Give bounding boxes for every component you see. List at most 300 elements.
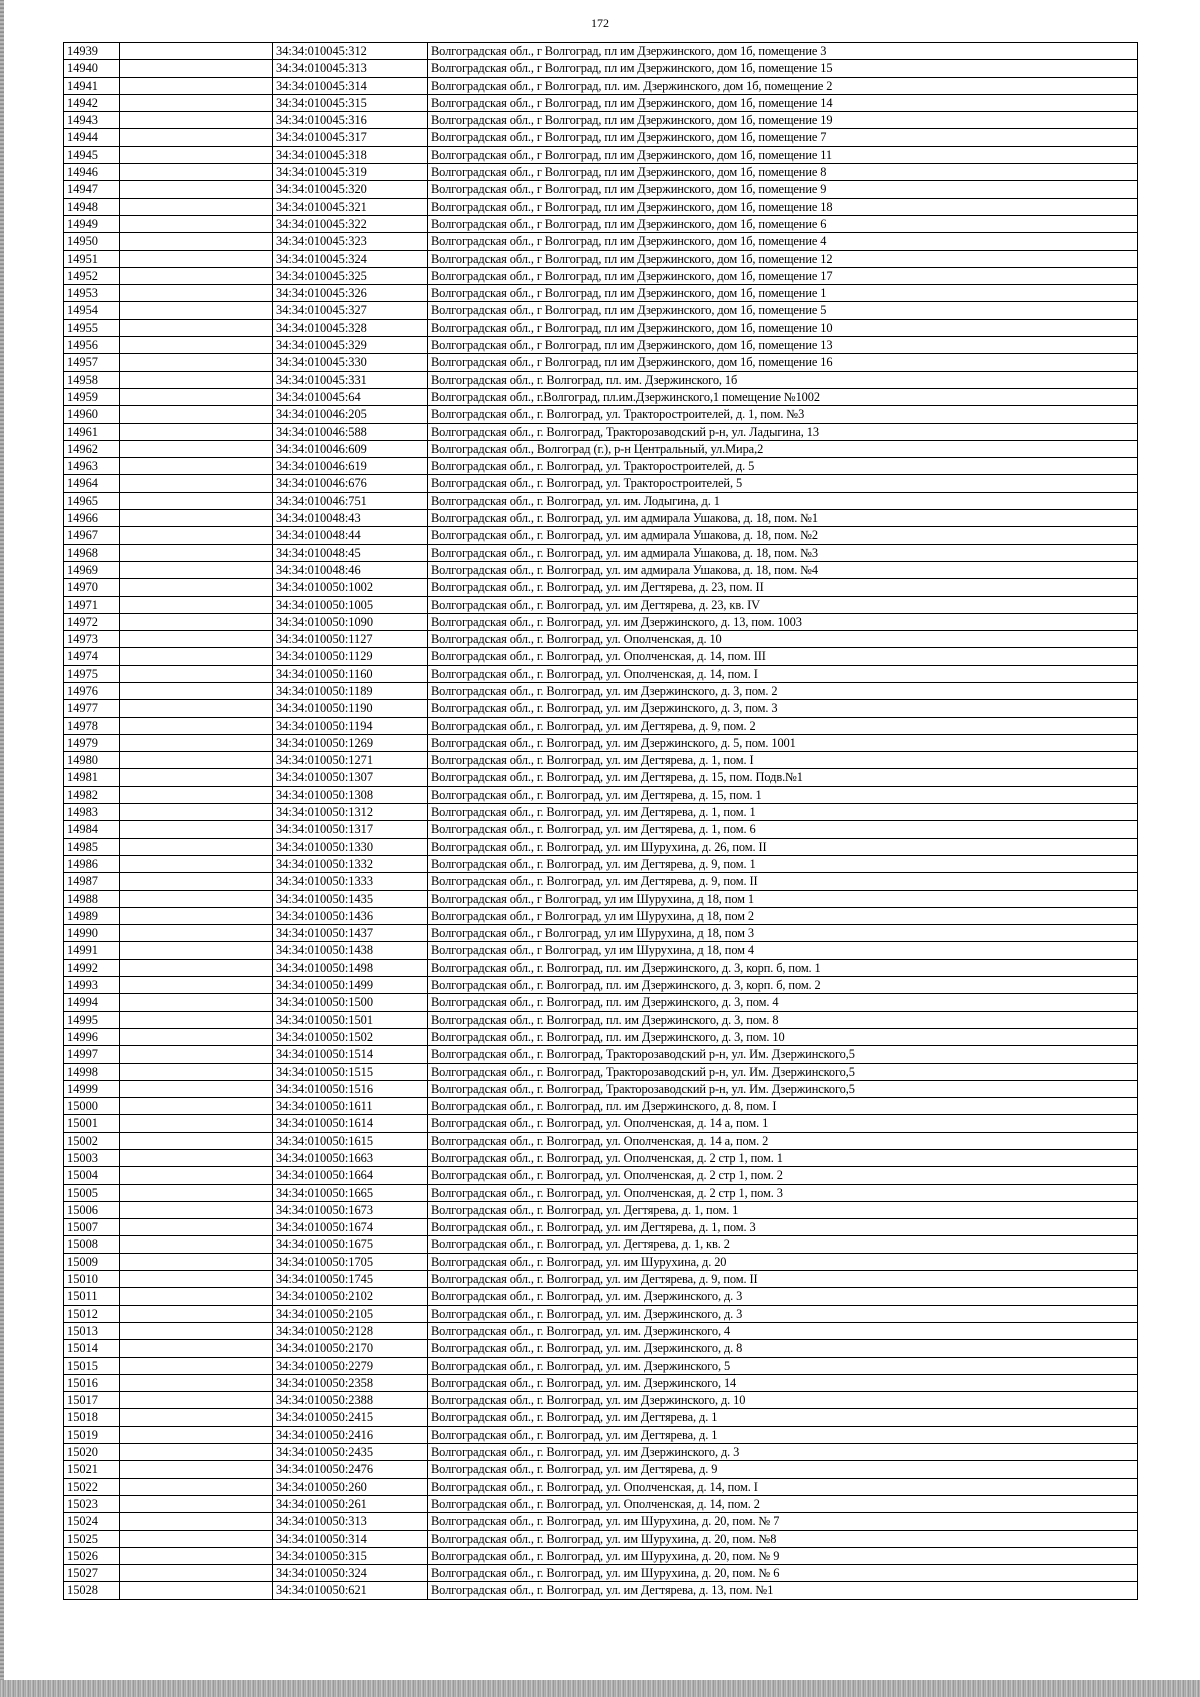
address-cell: Волгоградская обл., г. Волгоград, ул. Ополченская, д. 2 стр 1, пом. 2 (428, 1167, 1138, 1184)
address-cell: Волгоградская обл., г. Волгоград, пл. им Дзержинского, д. 3, корп. б, пом. 2 (428, 977, 1138, 994)
cadastral-number-cell: 34:34:010046:751 (273, 492, 428, 509)
row-number-cell: 14989 (64, 907, 120, 924)
cadastral-number-cell: 34:34:010046:205 (273, 406, 428, 423)
cadastral-number-cell: 34:34:010045:327 (273, 302, 428, 319)
address-cell: Волгоградская обл., г. Волгоград, ул. им Дегтярева, д. 15, пом. Подв.№1 (428, 769, 1138, 786)
cadastral-number-cell: 34:34:010050:1514 (273, 1046, 428, 1063)
address-cell: Волгоградская обл., г. Волгоград, ул. Ополченская, д. 14 а, пом. 1 (428, 1115, 1138, 1132)
address-cell: Волгоградская обл., г. Волгоград, ул. им адмирала Ушакова, д. 18, пом. №3 (428, 544, 1138, 561)
page-number: 172 (591, 16, 609, 30)
row-number-cell: 14996 (64, 1028, 120, 1045)
empty-cell (120, 994, 273, 1011)
address-cell: Волгоградская обл., г. Волгоград, ул. им. Дзержинского, д. 8 (428, 1340, 1138, 1357)
cadastral-number-cell: 34:34:010045:321 (273, 198, 428, 215)
address-cell: Волгоградская обл., г. Волгоград, ул. им Дзержинского, д. 10 (428, 1392, 1138, 1409)
row-number-cell: 14967 (64, 527, 120, 544)
cadastral-number-cell: 34:34:010045:318 (273, 146, 428, 163)
table-row (64, 112, 1138, 129)
table-row (64, 1011, 1138, 1028)
empty-cell (120, 925, 273, 942)
row-number-cell: 15026 (64, 1547, 120, 1564)
address-cell: Волгоградская обл., г. Волгоград, ул. им Шурухина, д. 26, пом. II (428, 838, 1138, 855)
address-cell: Волгоградская обл., г. Волгоград, ул. им Дегтярева, д. 23, пом. II (428, 579, 1138, 596)
empty-cell (120, 752, 273, 769)
empty-cell (120, 613, 273, 630)
address-cell: Волгоградская обл., г. Волгоград, ул. им Дзержинского, д. 3 (428, 1444, 1138, 1461)
address-cell: Волгоградская обл., г. Волгоград, ул. Тракторостроителей, д. 5 (428, 458, 1138, 475)
cadastral-number-cell: 34:34:010050:2170 (273, 1340, 428, 1357)
cadastral-number-cell: 34:34:010050:2435 (273, 1444, 428, 1461)
table-row (64, 1322, 1138, 1339)
row-number-cell: 15003 (64, 1150, 120, 1167)
table-row (64, 717, 1138, 734)
cadastral-number-cell: 34:34:010045:329 (273, 337, 428, 354)
empty-cell (120, 804, 273, 821)
row-number-cell: 14944 (64, 129, 120, 146)
row-number-cell: 14983 (64, 804, 120, 821)
cadastral-number-cell: 34:34:010048:44 (273, 527, 428, 544)
table-row (64, 1495, 1138, 1512)
cadastral-number-cell: 34:34:010045:319 (273, 164, 428, 181)
cadastral-number-cell: 34:34:010050:621 (273, 1582, 428, 1599)
address-cell: Волгоградская обл., г. Волгоград, Тракторозаводский р-н, ул. Ладыгина, 13 (428, 423, 1138, 440)
address-cell: Волгоградская обл., г Волгоград, пл им Дзержинского, дом 1б, помещение 3 (428, 43, 1138, 60)
table-row (64, 1478, 1138, 1495)
cadastral-number-cell: 34:34:010050:2105 (273, 1305, 428, 1322)
table-row (64, 579, 1138, 596)
row-number-cell: 14987 (64, 873, 120, 890)
table-row (64, 1201, 1138, 1218)
cadastral-number-cell: 34:34:010045:330 (273, 354, 428, 371)
empty-cell (120, 492, 273, 509)
table-row (64, 821, 1138, 838)
row-number-cell: 15017 (64, 1392, 120, 1409)
row-number-cell: 14957 (64, 354, 120, 371)
address-cell: Волгоградская обл., г. Волгоград, ул. Ополченская, д. 14, пом. 2 (428, 1495, 1138, 1512)
table-row (64, 77, 1138, 94)
cadastral-number-cell: 34:34:010050:1436 (273, 907, 428, 924)
empty-cell (120, 43, 273, 60)
cadastral-number-cell: 34:34:010050:1502 (273, 1028, 428, 1045)
empty-cell (120, 388, 273, 405)
table-row (64, 146, 1138, 163)
table-row (64, 406, 1138, 423)
address-cell: Волгоградская обл., г. Волгоград, ул. им. Дзержинского, 5 (428, 1357, 1138, 1374)
table-row (64, 1132, 1138, 1149)
empty-cell (120, 1582, 273, 1599)
cadastral-number-cell: 34:34:010045:324 (273, 250, 428, 267)
address-cell: Волгоградская обл., г. Волгоград, ул. им Дегтярева, д. 9, пом. II (428, 873, 1138, 890)
address-cell: Волгоградская обл., г. Волгоград, ул. им. Дзержинского, 4 (428, 1322, 1138, 1339)
address-cell: Волгоградская обл., г. Волгоград, Тракторозаводский р-н, ул. Им. Дзержинского,5 (428, 1080, 1138, 1097)
row-number-cell: 14981 (64, 769, 120, 786)
row-number-cell: 15004 (64, 1167, 120, 1184)
cadastral-number-cell: 34:34:010045:325 (273, 267, 428, 284)
empty-cell (120, 371, 273, 388)
table-row (64, 1530, 1138, 1547)
table-row (64, 1098, 1138, 1115)
empty-cell (120, 1080, 273, 1097)
empty-cell (120, 873, 273, 890)
row-number-cell: 15014 (64, 1340, 120, 1357)
empty-cell (120, 475, 273, 492)
table-row (64, 1357, 1138, 1374)
table-row (64, 1392, 1138, 1409)
row-number-cell: 15012 (64, 1305, 120, 1322)
row-number-cell: 15015 (64, 1357, 120, 1374)
cadastral-number-cell: 34:34:010050:1663 (273, 1150, 428, 1167)
row-number-cell: 14951 (64, 250, 120, 267)
table-row (64, 1271, 1138, 1288)
empty-cell (120, 1426, 273, 1443)
empty-cell (120, 769, 273, 786)
row-number-cell: 14949 (64, 215, 120, 232)
empty-cell (120, 907, 273, 924)
empty-cell (120, 1513, 273, 1530)
empty-cell (120, 1167, 273, 1184)
empty-cell (120, 1392, 273, 1409)
address-cell: Волгоградская обл., г. Волгоград, ул. им Дегтярева, д. 15, пом. 1 (428, 786, 1138, 803)
table-row (64, 838, 1138, 855)
empty-cell (120, 579, 273, 596)
row-number-cell: 15019 (64, 1426, 120, 1443)
empty-cell (120, 60, 273, 77)
table-row (64, 700, 1138, 717)
cadastral-number-cell: 34:34:010050:313 (273, 1513, 428, 1530)
table-row (64, 475, 1138, 492)
cadastral-number-cell: 34:34:010050:1090 (273, 613, 428, 630)
empty-cell (120, 1530, 273, 1547)
address-cell: Волгоградская обл., г. Волгоград, ул. им Дегтярева, д. 13, пом. №1 (428, 1582, 1138, 1599)
table-row (64, 94, 1138, 111)
empty-cell (120, 631, 273, 648)
address-cell: Волгоградская обл., г Волгоград, пл им Дзержинского, дом 1б, помещение 10 (428, 319, 1138, 336)
empty-cell (120, 1201, 273, 1218)
empty-cell (120, 855, 273, 872)
row-number-cell: 15024 (64, 1513, 120, 1530)
row-number-cell: 15025 (64, 1530, 120, 1547)
address-cell: Волгоградская обл., г. Волгоград, ул. Ополченская, д. 14, пом. I (428, 1478, 1138, 1495)
row-number-cell: 15001 (64, 1115, 120, 1132)
cadastral-number-cell: 34:34:010050:1160 (273, 665, 428, 682)
table-row (64, 1236, 1138, 1253)
empty-cell (120, 665, 273, 682)
cadastral-number-cell: 34:34:010050:1675 (273, 1236, 428, 1253)
empty-cell (120, 337, 273, 354)
address-cell: Волгоградская обл., г. Волгоград, ул. Тракторостроителей, д. 1, пом. №3 (428, 406, 1138, 423)
address-cell: Волгоградская обл., г. Волгоград, ул. Ополченская, д. 2 стр 1, пом. 3 (428, 1184, 1138, 1201)
cadastral-number-cell: 34:34:010045:316 (273, 112, 428, 129)
address-cell: Волгоградская обл., г. Волгоград, ул. им Дегтярева, д. 1, пом. I (428, 752, 1138, 769)
address-cell: Волгоградская обл., г Волгоград, пл им Дзержинского, дом 1б, помещение 16 (428, 354, 1138, 371)
address-cell: Волгоградская обл., г. Волгоград, ул. им Дегтярева, д. 1, пом. 1 (428, 804, 1138, 821)
address-cell: Волгоградская обл., г. Волгоград, ул. Ополченская, д. 10 (428, 631, 1138, 648)
empty-cell (120, 1547, 273, 1564)
registry-table (63, 42, 1138, 1600)
empty-cell (120, 561, 273, 578)
address-cell: Волгоградская обл., г Волгоград, пл им Дзержинского, дом 1б, помещение 5 (428, 302, 1138, 319)
table-row (64, 994, 1138, 1011)
row-number-cell: 14953 (64, 285, 120, 302)
table-row (64, 440, 1138, 457)
empty-cell (120, 302, 273, 319)
registry-table-body (64, 43, 1138, 1600)
cadastral-number-cell: 34:34:010050:1437 (273, 925, 428, 942)
address-cell: Волгоградская обл., г Волгоград, пл им Дзержинского, дом 1б, помещение 18 (428, 198, 1138, 215)
row-number-cell: 14956 (64, 337, 120, 354)
address-cell: Волгоградская обл., г. Волгоград, ул. Ополченская, д. 14 а, пом. 2 (428, 1132, 1138, 1149)
table-row (64, 181, 1138, 198)
address-cell: Волгоградская обл., г. Волгоград, ул. им Дегтярева, д. 9, пом. II (428, 1271, 1138, 1288)
table-row (64, 873, 1138, 890)
empty-cell (120, 942, 273, 959)
address-cell: Волгоградская обл., г. Волгоград, ул. им Дзержинского, д. 5, пом. 1001 (428, 734, 1138, 751)
row-number-cell: 14964 (64, 475, 120, 492)
cadastral-number-cell: 34:34:010050:2358 (273, 1374, 428, 1391)
address-cell: Волгоградская обл., г. Волгоград, ул. им Шурухина, д. 20, пом. № 7 (428, 1513, 1138, 1530)
row-number-cell: 15027 (64, 1565, 120, 1582)
cadastral-number-cell: 34:34:010045:314 (273, 77, 428, 94)
address-cell: Волгоградская обл., г Волгоград, пл. им. Дзержинского, дом 1б, помещение 2 (428, 77, 1138, 94)
cadastral-number-cell: 34:34:010050:1194 (273, 717, 428, 734)
row-number-cell: 14997 (64, 1046, 120, 1063)
row-number-cell: 14979 (64, 734, 120, 751)
address-cell: Волгоградская обл., г. Волгоград, пл. им Дзержинского, д. 3, пом. 4 (428, 994, 1138, 1011)
table-row (64, 734, 1138, 751)
table-row (64, 786, 1138, 803)
row-number-cell: 14988 (64, 890, 120, 907)
row-number-cell: 15021 (64, 1461, 120, 1478)
address-cell: Волгоградская обл., г. Волгоград, ул. им. Дзержинского, 14 (428, 1374, 1138, 1391)
empty-cell (120, 821, 273, 838)
table-row (64, 1305, 1138, 1322)
table-row (64, 1150, 1138, 1167)
row-number-cell: 15009 (64, 1253, 120, 1270)
table-row (64, 43, 1138, 60)
address-cell: Волгоградская обл., г Волгоград, пл им Дзержинского, дом 1б, помещение 8 (428, 164, 1138, 181)
row-number-cell: 14941 (64, 77, 120, 94)
empty-cell (120, 1098, 273, 1115)
table-row (64, 1167, 1138, 1184)
table-row (64, 354, 1138, 371)
row-number-cell: 14965 (64, 492, 120, 509)
table-row (64, 215, 1138, 232)
cadastral-number-cell: 34:34:010050:1332 (273, 855, 428, 872)
cadastral-number-cell: 34:34:010050:1745 (273, 1271, 428, 1288)
row-number-cell: 14992 (64, 959, 120, 976)
empty-cell (120, 1409, 273, 1426)
empty-cell (120, 146, 273, 163)
table-row (64, 250, 1138, 267)
row-number-cell: 14972 (64, 613, 120, 630)
empty-cell (120, 596, 273, 613)
empty-cell (120, 1565, 273, 1582)
empty-cell (120, 717, 273, 734)
row-number-cell: 15006 (64, 1201, 120, 1218)
table-row (64, 1409, 1138, 1426)
table-row (64, 267, 1138, 284)
address-cell: Волгоградская обл., г. Волгоград, ул. Ополченская, д. 14, пом. III (428, 648, 1138, 665)
cadastral-number-cell: 34:34:010050:1005 (273, 596, 428, 613)
row-number-cell: 15022 (64, 1478, 120, 1495)
address-cell: Волгоградская обл., г. Волгоград, ул. им. Дзержинского, д. 3 (428, 1305, 1138, 1322)
empty-cell (120, 181, 273, 198)
cadastral-number-cell: 34:34:010050:1673 (273, 1201, 428, 1218)
scan-edge-bottom (0, 1680, 1200, 1697)
row-number-cell: 14975 (64, 665, 120, 682)
cadastral-number-cell: 34:34:010045:326 (273, 285, 428, 302)
cadastral-number-cell: 34:34:010050:1615 (273, 1132, 428, 1149)
row-number-cell: 14999 (64, 1080, 120, 1097)
row-number-cell: 15028 (64, 1582, 120, 1599)
cadastral-number-cell: 34:34:010050:1312 (273, 804, 428, 821)
row-number-cell: 15016 (64, 1374, 120, 1391)
table-row (64, 1184, 1138, 1201)
address-cell: Волгоградская обл., г. Волгоград, ул. им Шурухина, д. 20, пом. № 9 (428, 1547, 1138, 1564)
address-cell: Волгоградская обл., г Волгоград, пл им Дзержинского, дом 1б, помещение 1 (428, 285, 1138, 302)
table-row (64, 855, 1138, 872)
cadastral-number-cell: 34:34:010050:1499 (273, 977, 428, 994)
empty-cell (120, 544, 273, 561)
address-cell: Волгоградская обл., г Волгоград, пл им Дзержинского, дом 1б, помещение 15 (428, 60, 1138, 77)
cadastral-number-cell: 34:34:010050:1307 (273, 769, 428, 786)
row-number-cell: 14961 (64, 423, 120, 440)
empty-cell (120, 129, 273, 146)
row-number-cell: 14971 (64, 596, 120, 613)
table-row (64, 510, 1138, 527)
table-row (64, 233, 1138, 250)
cadastral-number-cell: 34:34:010050:2102 (273, 1288, 428, 1305)
row-number-cell: 14950 (64, 233, 120, 250)
empty-cell (120, 94, 273, 111)
address-cell: Волгоградская обл., г. Волгоград, пл. им Дзержинского, д. 3, пом. 8 (428, 1011, 1138, 1028)
empty-cell (120, 682, 273, 699)
cadastral-number-cell: 34:34:010050:1500 (273, 994, 428, 1011)
row-number-cell: 14993 (64, 977, 120, 994)
cadastral-number-cell: 34:34:010050:1129 (273, 648, 428, 665)
empty-cell (120, 1271, 273, 1288)
cadastral-number-cell: 34:34:010050:1269 (273, 734, 428, 751)
cadastral-number-cell: 34:34:010050:1664 (273, 1167, 428, 1184)
cadastral-number-cell: 34:34:010048:45 (273, 544, 428, 561)
address-cell: Волгоградская обл., г. Волгоград, ул. им Дегтярева, д. 9, пом. 2 (428, 717, 1138, 734)
empty-cell (120, 1253, 273, 1270)
address-cell: Волгоградская обл., г. Волгоград, ул. Ополченская, д. 2 стр 1, пом. 1 (428, 1150, 1138, 1167)
cadastral-number-cell: 34:34:010050:260 (273, 1478, 428, 1495)
table-row (64, 769, 1138, 786)
row-number-cell: 15011 (64, 1288, 120, 1305)
table-row (64, 890, 1138, 907)
address-cell: Волгоградская обл., г Волгоград, ул им Шурухина, д 18, пом 3 (428, 925, 1138, 942)
cadastral-number-cell: 34:34:010050:1501 (273, 1011, 428, 1028)
address-cell: Волгоградская обл., г. Волгоград, ул. им Дегтярева, д. 1, пом. 6 (428, 821, 1138, 838)
cadastral-number-cell: 34:34:010050:1127 (273, 631, 428, 648)
row-number-cell: 14960 (64, 406, 120, 423)
address-cell: Волгоградская обл., г. Волгоград, ул. Дегтярева, д. 1, кв. 2 (428, 1236, 1138, 1253)
cadastral-number-cell: 34:34:010045:320 (273, 181, 428, 198)
cadastral-number-cell: 34:34:010050:314 (273, 1530, 428, 1547)
address-cell: Волгоградская обл., г. Волгоград, ул. Тракторостроителей, 5 (428, 475, 1138, 492)
empty-cell (120, 250, 273, 267)
address-cell: Волгоградская обл., г Волгоград, пл им Дзержинского, дом 1б, помещение 7 (428, 129, 1138, 146)
address-cell: Волгоградская обл., г. Волгоград, ул. им Дзержинского, д. 13, пом. 1003 (428, 613, 1138, 630)
row-number-cell: 14952 (64, 267, 120, 284)
empty-cell (120, 510, 273, 527)
address-cell: Волгоградская обл., г. Волгоград, ул. им Шурухина, д. 20, пом. №8 (428, 1530, 1138, 1547)
table-row (64, 682, 1138, 699)
cadastral-number-cell: 34:34:010050:2416 (273, 1426, 428, 1443)
row-number-cell: 14939 (64, 43, 120, 60)
empty-cell (120, 1028, 273, 1045)
address-cell: Волгоградская обл., г. Волгоград, ул. им адмирала Ушакова, д. 18, пом. №1 (428, 510, 1138, 527)
empty-cell (120, 1236, 273, 1253)
empty-cell (120, 1495, 273, 1512)
address-cell: Волгоградская обл., г. Волгоград, Тракторозаводский р-н, ул. Им. Дзержинского,5 (428, 1046, 1138, 1063)
address-cell: Волгоградская обл., г. Волгоград, ул. им адмирала Ушакова, д. 18, пом. №4 (428, 561, 1138, 578)
empty-cell (120, 1374, 273, 1391)
empty-cell (120, 215, 273, 232)
cadastral-number-cell: 34:34:010050:1438 (273, 942, 428, 959)
table-row (64, 1080, 1138, 1097)
empty-cell (120, 1132, 273, 1149)
empty-cell (120, 164, 273, 181)
row-number-cell: 15023 (64, 1495, 120, 1512)
row-number-cell: 14982 (64, 786, 120, 803)
cadastral-number-cell: 34:34:010046:609 (273, 440, 428, 457)
empty-cell (120, 734, 273, 751)
cadastral-number-cell: 34:34:010045:315 (273, 94, 428, 111)
empty-cell (120, 1150, 273, 1167)
cadastral-number-cell: 34:34:010045:64 (273, 388, 428, 405)
row-number-cell: 14998 (64, 1063, 120, 1080)
cadastral-number-cell: 34:34:010050:1002 (273, 579, 428, 596)
row-number-cell: 14963 (64, 458, 120, 475)
empty-cell (120, 440, 273, 457)
table-row (64, 1444, 1138, 1461)
address-cell: Волгоградская обл., г. Волгоград, ул. им Дегтярева, д. 1, пом. 3 (428, 1219, 1138, 1236)
row-number-cell: 14946 (64, 164, 120, 181)
address-cell: Волгоградская обл., г Волгоград, ул им Шурухина, д 18, пом 2 (428, 907, 1138, 924)
row-number-cell: 14980 (64, 752, 120, 769)
row-number-cell: 14962 (64, 440, 120, 457)
cadastral-number-cell: 34:34:010050:1498 (273, 959, 428, 976)
empty-cell (120, 1305, 273, 1322)
address-cell: Волгоградская обл., г. Волгоград, пл. им Дзержинского, д. 3, пом. 10 (428, 1028, 1138, 1045)
empty-cell (120, 406, 273, 423)
row-number-cell: 14966 (64, 510, 120, 527)
table-row (64, 631, 1138, 648)
table-row (64, 665, 1138, 682)
empty-cell (120, 890, 273, 907)
cadastral-number-cell: 34:34:010050:2415 (273, 1409, 428, 1426)
cadastral-number-cell: 34:34:010045:331 (273, 371, 428, 388)
cadastral-number-cell: 34:34:010050:1435 (273, 890, 428, 907)
row-number-cell: 15010 (64, 1271, 120, 1288)
table-row (64, 458, 1138, 475)
empty-cell (120, 700, 273, 717)
row-number-cell: 14978 (64, 717, 120, 734)
table-row (64, 907, 1138, 924)
empty-cell (120, 1357, 273, 1374)
table-row (64, 492, 1138, 509)
address-cell: Волгоградская обл., г Волгоград, пл им Дзержинского, дом 1б, помещение 4 (428, 233, 1138, 250)
address-cell: Волгоградская обл., г. Волгоград, ул. Дегтярева, д. 1, пом. 1 (428, 1201, 1138, 1218)
address-cell: Волгоградская обл., г. Волгоград, ул. им адмирала Ушакова, д. 18, пом. №2 (428, 527, 1138, 544)
row-number-cell: 14985 (64, 838, 120, 855)
row-number-cell: 14943 (64, 112, 120, 129)
cadastral-number-cell: 34:34:010050:2388 (273, 1392, 428, 1409)
address-cell: Волгоградская обл., г. Волгоград, пл. им Дзержинского, д. 3, корп. б, пом. 1 (428, 959, 1138, 976)
